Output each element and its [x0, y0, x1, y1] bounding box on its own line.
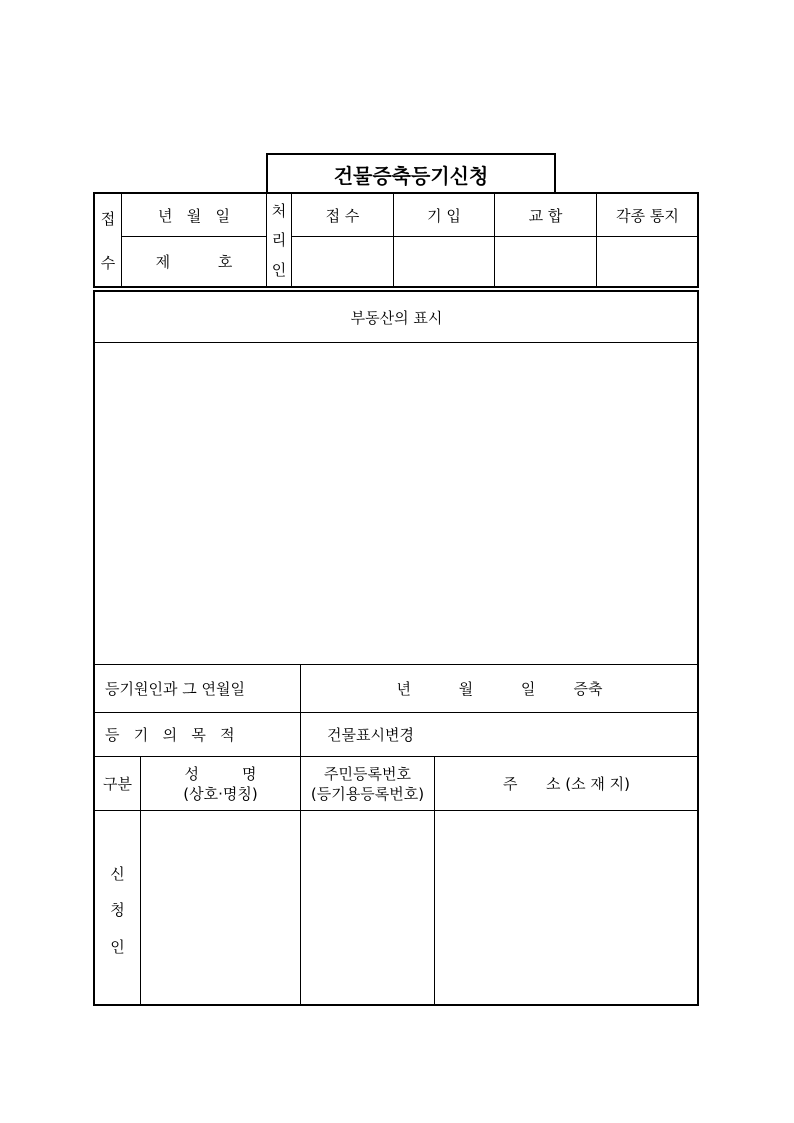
processing-label-char: 리 [271, 231, 287, 250]
name-header-line2: (상호·명칭) [183, 784, 258, 803]
stamp-cell-entry[interactable] [394, 237, 494, 286]
applicant-name-cell[interactable] [141, 811, 300, 1004]
cause-value[interactable]: 년 월 일 증축 [396, 680, 603, 698]
column-header-check: 교 합 [528, 206, 563, 225]
property-description-area[interactable] [95, 343, 698, 664]
address-header: 주 소 (소 재 지) [502, 775, 631, 793]
purpose-label: 등 기 의 목 적 [105, 726, 235, 744]
applicant-id-cell[interactable] [301, 811, 434, 1004]
name-header [141, 757, 300, 810]
reception-label-char: 접 [100, 209, 116, 228]
date-field[interactable]: 년 월 일 [157, 206, 231, 225]
processing-label-char: 처 [271, 202, 287, 221]
stamp-cell-receipt[interactable] [292, 237, 393, 286]
id-number-header-line1: 주민등록번호 [324, 764, 411, 783]
reception-label-char: 수 [100, 253, 116, 272]
id-number-header-line2: (등기용등록번호) [310, 784, 425, 803]
name-header-line1: 성 명 [184, 764, 257, 783]
column-header-receipt: 접 수 [325, 206, 360, 225]
applicant-label-char: 신 [110, 864, 125, 883]
property-header: 부동산의 표시 [350, 308, 443, 327]
applicant-label-char: 인 [110, 938, 125, 957]
cause-label: 등기원인과 그 연월일 [105, 680, 245, 698]
column-header-notice: 각종 통지 [616, 206, 679, 225]
stamp-cell-check[interactable] [495, 237, 596, 286]
processing-label [267, 196, 291, 284]
applicant-label-char: 청 [110, 901, 125, 920]
processing-label-char: 인 [271, 260, 287, 279]
form-title: 건물증축등기신청 [266, 153, 556, 193]
applicant-label [95, 855, 140, 965]
stamp-cell-notice[interactable] [597, 237, 698, 286]
column-header-entry: 기 입 [427, 206, 461, 225]
number-field[interactable]: 제 호 [155, 253, 233, 271]
purpose-value[interactable]: 건물표시변경 [327, 726, 414, 744]
division-header: 구분 [103, 775, 132, 793]
applicant-address-cell[interactable] [435, 811, 698, 1004]
id-number-header [301, 757, 434, 810]
reception-label [95, 196, 121, 284]
